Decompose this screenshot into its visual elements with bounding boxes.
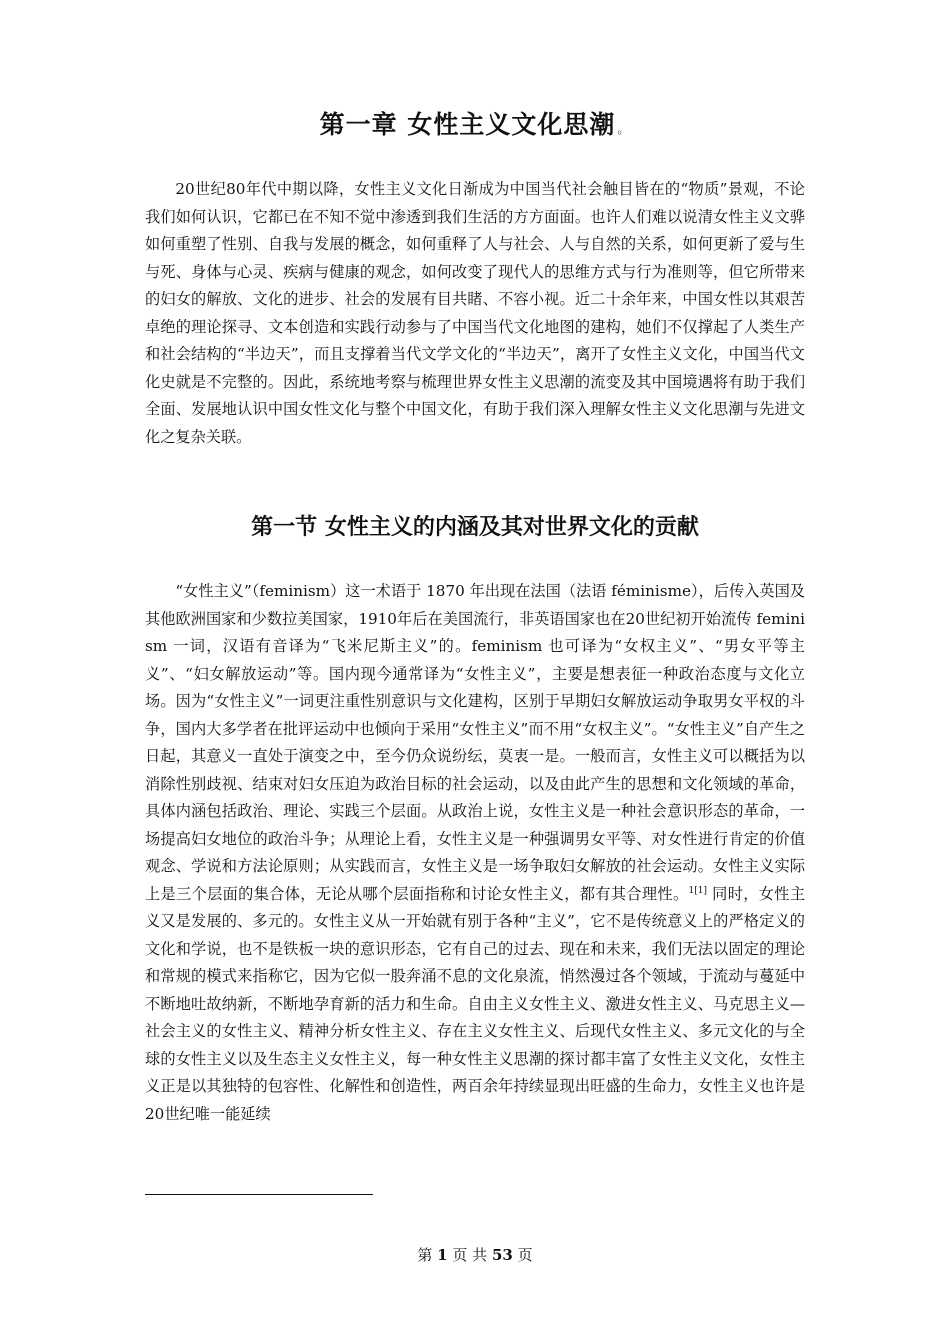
- footer-prefix: 第: [417, 1246, 433, 1264]
- main-paragraph: [145, 578, 805, 1128]
- current-page-number: 1: [437, 1246, 448, 1264]
- section-title: 第一节 女性主义的内涵及其对世界文化的贡献: [251, 515, 699, 540]
- chapter-title-mark: 。: [617, 122, 631, 136]
- page-footer: [0, 1244, 950, 1265]
- chapter-title-text: 第一章 女性主义文化思潮: [319, 110, 616, 139]
- footer-suffix: 页: [517, 1246, 533, 1264]
- main-text-part-1: “女性主义”（feminism）这一术语于 1870 年出现在法国（法语 féminisme），后传入英国及其他欧洲国家和少数拉美国家，1910年后在美国流行，非英语国家也在20世纪初开始流传 feminism 一词，汉语有音译为“飞米尼斯主义”的。feminism 也可译为“女权主义”、“男女平等主义”、“妇女解放运动”等。国内现今通常译为“女性主义”，主要是想表征一种政治态度与文化立场。因为“女性主义”一词更注重性别意识与文化建构，区别于早期妇女解放运动争取男女平权的斗争，国内大多学者在批评运动中也倾向于采用“女性主义”而不用“女权主义”。“女性主义”自产生之日起，其意义一直处于演变之中，至今仍众说纷纭，莫衷一是。一般而言，女性主义可以概括为以消除性别歧视、结束对妇女压迫为政治目标的社会运动，以及由此产生的思想和文化领域的革命，具体内涵包括政治、理论、实践三个层面。从政治上说，女性主义是一种社会意识形态的革命，一场提高妇女地位的政治斗争；从理论上看，女性主义是一种强调男女平等、对女性进行肯定的价值观念、学说和方法论原则；从实践而言，女性主义是一场争取妇女解放的社会运动。女性主义实际上是三个层面的集合体，无论从哪个层面指称和讨论女性主义，都有其合理性。: [145, 582, 805, 903]
- footer-middle: 页 共: [452, 1246, 488, 1264]
- intro-paragraph: 20世纪80年代中期以降，女性主义文化日渐成为中国当代社会触目皆在的“物质”景观，不论我们如何认识，它都已在不知不觉中渗透到我们生活的方方面面。也许人们难以说清女性主义文骅如何重塑了性别、自我与发展的概念，如何重释了人与社会、人与自然的关系，如何更新了爱与生与死、身体与心灵、疾病与健康的观念，如何改变了现代人的思维方式与行为准则等，但它所带来的妇女的解放、文化的进步、社会的发展有目共睹、不容小视。近二十余年来，中国女性以其艰苦卓绝的理论探寻、文本创造和实践行动参与了中国当代文化地图的建构，她们不仅撑起了人类生产和社会结构的“半边天”，而且支撑着当代文学文化的“半边天”，离开了女性主义文化，中国当代文化史就是不完整的。因此，系统地考察与梳理世界女性主义思潮的流变及其中国境遇将有助于我们全面、发展地认识中国女性文化与整个中国文化，有助于我们深入理解女性主义文化思潮与先进文化之复杂关联。: [145, 180, 805, 446]
- footnote-reference[interactable]: 1[1]: [688, 885, 707, 896]
- total-page-count: 53: [491, 1246, 513, 1264]
- footnote-separator: [145, 1194, 373, 1195]
- main-text-part-2: 同时，女性主义又是发展的、多元的。女性主义从一开始就有别于各种“主义”，它不是传统意义上的严格定义的文化和学说，也不是铁板一块的意识形态，它有自己的过去、现在和未来，我们无法以固定的理论和常规的模式来指称它，因为它似一股奔涌不息的文化泉流，悄然漫过各个领域，于流动与蔓延中不断地吐故纳新，不断地孕育新的活力和生命。自由主义女性主义、激进女性主义、马克思主义—社会主义的女性主义、精神分析女性主义、存在主义女性主义、后现代女性主义、多元文化的与全球的女性主义以及生态主义女性主义，每一种女性主义思潮的探讨都丰富了女性主义文化，女性主义正是以其独特的包容性、化解性和创造性，两百余年持续显现出旺盛的生命力，女性主义也许是20世纪唯一能延续: [145, 884, 806, 1123]
- chapter-title: [0, 105, 950, 141]
